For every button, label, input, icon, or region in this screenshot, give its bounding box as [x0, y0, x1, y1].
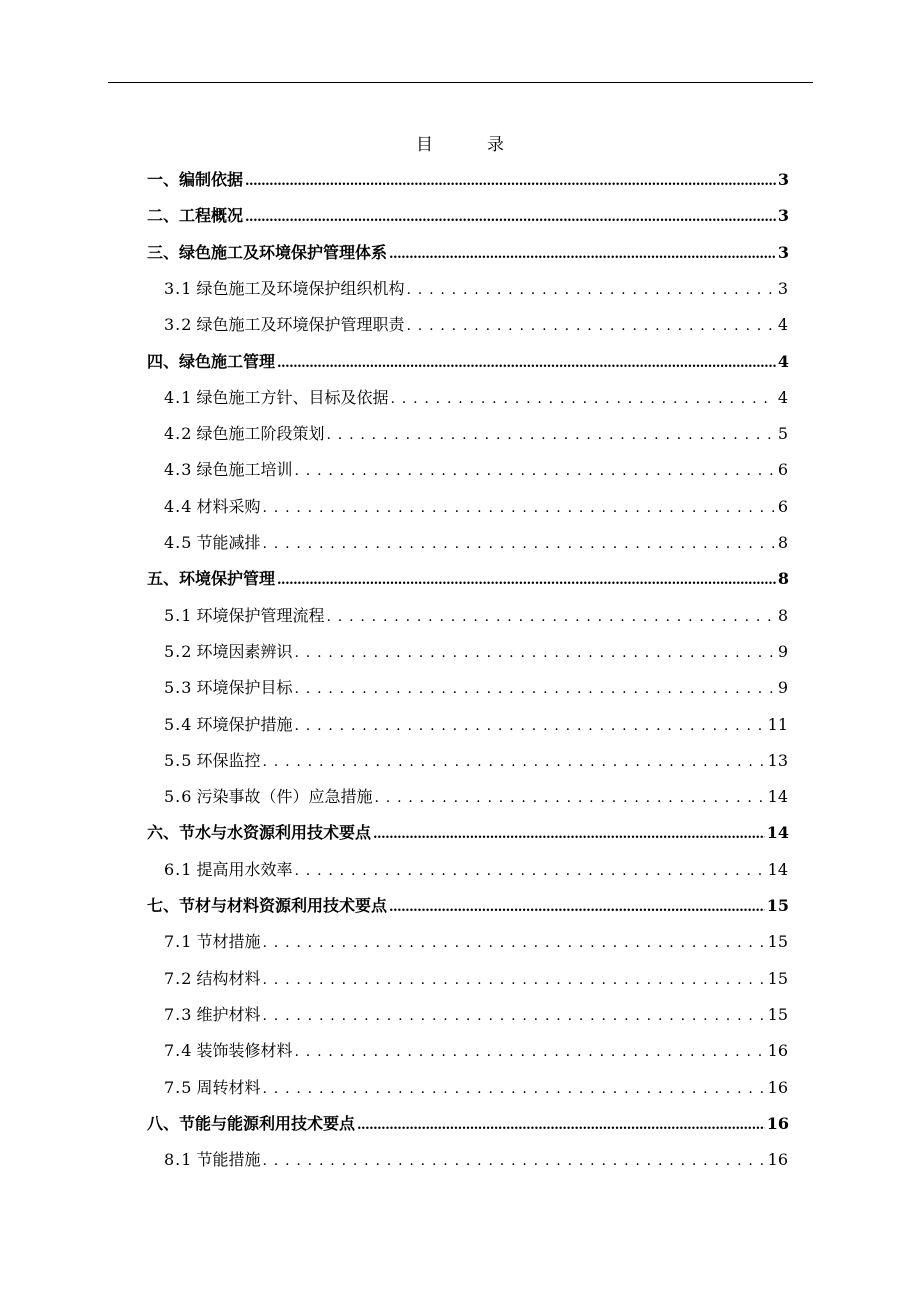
toc-entry-number: 4.1	[164, 387, 193, 407]
toc-entry-section[interactable]	[164, 1039, 788, 1063]
toc-entry-label: 绿色施工管理	[179, 351, 276, 371]
toc-entry-label: 周转材料	[196, 1077, 261, 1097]
toc-entry-page-number: 16	[767, 1077, 788, 1097]
toc-entry-page-number: 15	[767, 968, 788, 988]
toc-entry-page-number: 15	[767, 1004, 788, 1024]
toc-entry-page-number: 16	[766, 1113, 789, 1133]
toc-entry-page-number: 5	[777, 424, 788, 444]
toc-entry-number: 7.5	[164, 1077, 193, 1097]
toc-dot-leader	[326, 604, 775, 629]
toc-entry-section[interactable]	[164, 858, 788, 882]
toc-entry-number: 7.2	[164, 968, 193, 988]
toc-entry-section[interactable]	[164, 604, 788, 628]
toc-entry-number: 7.3	[164, 1004, 193, 1024]
toc-entry-section[interactable]	[164, 277, 788, 301]
toc-entry-number: 3.1	[164, 278, 193, 298]
toc-entry-section[interactable]	[164, 495, 788, 519]
toc-entry-number: 3.2	[164, 315, 193, 335]
toc-entry-chapter[interactable]	[147, 204, 789, 228]
toc-entry-page-number: 3	[777, 170, 789, 189]
toc-entry-number: 5.1	[164, 605, 193, 625]
toc-entry-number: 六、	[147, 823, 180, 843]
toc-entry-number: 6.1	[164, 859, 193, 879]
toc-entry-page-number: 14	[767, 859, 788, 879]
toc-entry-chapter[interactable]	[147, 1112, 789, 1136]
toc-entry-chapter[interactable]	[147, 894, 789, 918]
toc-entry-page-number: 15	[766, 896, 789, 915]
toc-entry-page-number: 8	[777, 605, 788, 625]
toc-entry-label: 结构材料	[196, 968, 261, 988]
toc-entry-label: 环保监控	[196, 750, 261, 770]
toc-entry-section[interactable]	[164, 531, 788, 555]
toc-entry-page-number: 9	[777, 641, 788, 661]
toc-dot-leader	[262, 749, 765, 774]
toc-entry-label: 环境保护管理	[179, 569, 276, 589]
toc-entry-section[interactable]	[164, 458, 788, 482]
toc-dot-leader	[262, 1148, 765, 1173]
toc-entry-number: 七、	[147, 896, 180, 915]
toc-entry-label: 绿色施工及环境保护管理职责	[196, 315, 405, 335]
toc-entry-section[interactable]	[164, 676, 788, 700]
toc-entry-number: 三、	[147, 242, 180, 262]
toc-entry-number: 八、	[147, 1113, 180, 1133]
toc-dot-leader	[390, 386, 775, 411]
toc-entry-page-number: 8	[777, 533, 788, 552]
toc-entry-number: 7.1	[164, 932, 193, 952]
toc-dot-leader	[262, 1076, 765, 1101]
toc-dot-leader	[406, 277, 775, 302]
toc-entry-number: 一、	[147, 170, 180, 189]
toc-entry-label: 绿色施工及环境保护组织机构	[196, 278, 405, 298]
toc-dot-leader	[262, 1003, 765, 1028]
toc-entry-number: 5.6	[164, 787, 193, 807]
toc-dot-leader	[357, 1112, 765, 1138]
toc-dot-leader	[294, 858, 765, 883]
toc-entry-chapter[interactable]	[147, 241, 789, 265]
toc-entry-label: 装饰装修材料	[196, 1041, 293, 1061]
toc-entry-number: 二、	[147, 206, 180, 226]
toc-entry-number: 4.2	[164, 424, 193, 444]
toc-entry-label: 绿色施工及环境保护管理体系	[179, 242, 388, 262]
toc-entry-label: 提高用水效率	[196, 859, 293, 879]
toc-entry-section[interactable]	[164, 749, 788, 773]
toc-entry-label: 环境保护目标	[196, 678, 293, 698]
toc-entry-page-number: 15	[767, 932, 788, 952]
toc-entry-page-number: 9	[777, 678, 788, 698]
toc-entry-label: 环境因素辨识	[196, 641, 293, 661]
toc-entry-section[interactable]	[164, 1076, 788, 1100]
toc-entry-section[interactable]	[164, 1148, 788, 1172]
toc-entry-number: 5.3	[164, 678, 193, 698]
toc-entry-label: 编制依据	[179, 170, 244, 189]
toc-entry-label: 节材措施	[196, 932, 261, 952]
toc-title: 目 录	[415, 135, 505, 155]
toc-entry-chapter[interactable]	[147, 350, 789, 374]
toc-entry-page-number: 3	[777, 206, 789, 226]
toc-dot-leader	[277, 567, 776, 593]
toc-entry-section[interactable]	[164, 967, 788, 991]
toc-entry-number: 5.5	[164, 750, 193, 770]
toc-entry-label: 绿色施工阶段策划	[196, 424, 325, 444]
toc-dot-leader	[374, 785, 765, 810]
toc-entry-label: 节能减排	[196, 533, 261, 552]
toc-entry-page-number: 4	[777, 387, 788, 407]
toc-entry-section[interactable]	[164, 640, 788, 664]
toc-entry-label: 环境保护管理流程	[196, 605, 325, 625]
toc-entry-label: 节能与能源利用技术要点	[179, 1113, 356, 1133]
toc-entry-page-number: 3	[777, 242, 789, 262]
toc-dot-leader	[262, 930, 765, 955]
toc-entry-page-number: 16	[767, 1041, 788, 1061]
toc-entry-page-number: 16	[767, 1150, 788, 1170]
toc-entry-number: 五、	[147, 569, 180, 589]
toc-entry-chapter[interactable]	[147, 168, 789, 192]
toc-entry-section[interactable]	[164, 1003, 788, 1027]
toc-entry-label: 绿色施工方针、目标及依据	[196, 387, 389, 407]
toc-entry-section[interactable]	[164, 422, 788, 446]
toc-dot-leader	[262, 967, 765, 992]
toc-dot-leader	[373, 821, 765, 847]
toc-entry-number: 7.4	[164, 1041, 193, 1061]
toc-dot-leader	[294, 458, 775, 483]
toc-dot-leader	[294, 1039, 765, 1064]
toc-entry-section[interactable]	[164, 713, 788, 737]
toc-entry-label: 工程概况	[179, 206, 244, 226]
toc-entry-section[interactable]	[164, 930, 788, 954]
toc-entry-section[interactable]	[164, 386, 788, 410]
toc-entry-page-number: 13	[767, 750, 788, 770]
toc-entry-page-number: 6	[777, 496, 788, 516]
toc-dot-leader	[245, 204, 776, 230]
toc-entry-page-number: 8	[777, 569, 789, 589]
toc-entry-page-number: 14	[766, 823, 789, 843]
toc-entry-label: 污染事故（件）应急措施	[196, 787, 373, 807]
toc-entry-label: 环境保护措施	[196, 714, 293, 734]
toc-entry-number: 4.3	[164, 460, 193, 480]
toc-entry-label: 材料采购	[196, 496, 261, 516]
toc-entry-label: 节能措施	[196, 1150, 261, 1170]
toc-entry-number: 8.1	[164, 1150, 193, 1170]
toc-dot-leader	[294, 713, 765, 738]
toc-entry-page-number: 4	[777, 351, 789, 371]
toc-entry-page-number: 4	[777, 315, 788, 335]
toc-entry-label: 维护材料	[196, 1004, 261, 1024]
toc-entry-label: 节水与水资源利用技术要点	[179, 823, 372, 843]
toc-entry-number: 四、	[147, 351, 180, 371]
toc-entry-number: 5.4	[164, 714, 193, 734]
toc-entry-number: 4.5	[164, 533, 193, 552]
toc-entry-chapter[interactable]	[147, 567, 789, 591]
toc-entry-label: 绿色施工培训	[196, 460, 293, 480]
toc-entry-number: 5.2	[164, 641, 193, 661]
toc-dot-leader	[294, 676, 775, 701]
toc-entry-page-number: 6	[777, 460, 788, 480]
toc-entry-section[interactable]	[164, 785, 788, 809]
header-rule	[108, 82, 813, 83]
toc-entry-label: 节材与材料资源利用技术要点	[179, 896, 388, 915]
toc-entry-page-number: 14	[767, 787, 788, 807]
toc-dot-leader	[326, 422, 775, 447]
toc-dot-leader	[406, 313, 775, 338]
toc-entry-chapter[interactable]	[147, 821, 789, 845]
toc-dot-leader	[277, 350, 776, 376]
toc-entry-section[interactable]	[164, 313, 788, 337]
toc-dot-leader	[294, 640, 775, 665]
toc-dot-leader	[245, 168, 776, 194]
toc-dot-leader	[389, 894, 765, 920]
toc-entry-page-number: 11	[767, 714, 788, 734]
toc-dot-leader	[262, 531, 775, 556]
toc-dot-leader	[389, 241, 776, 267]
toc-entry-page-number: 3	[777, 278, 788, 298]
toc-dot-leader	[262, 495, 775, 520]
toc-entry-number: 4.4	[164, 496, 193, 516]
